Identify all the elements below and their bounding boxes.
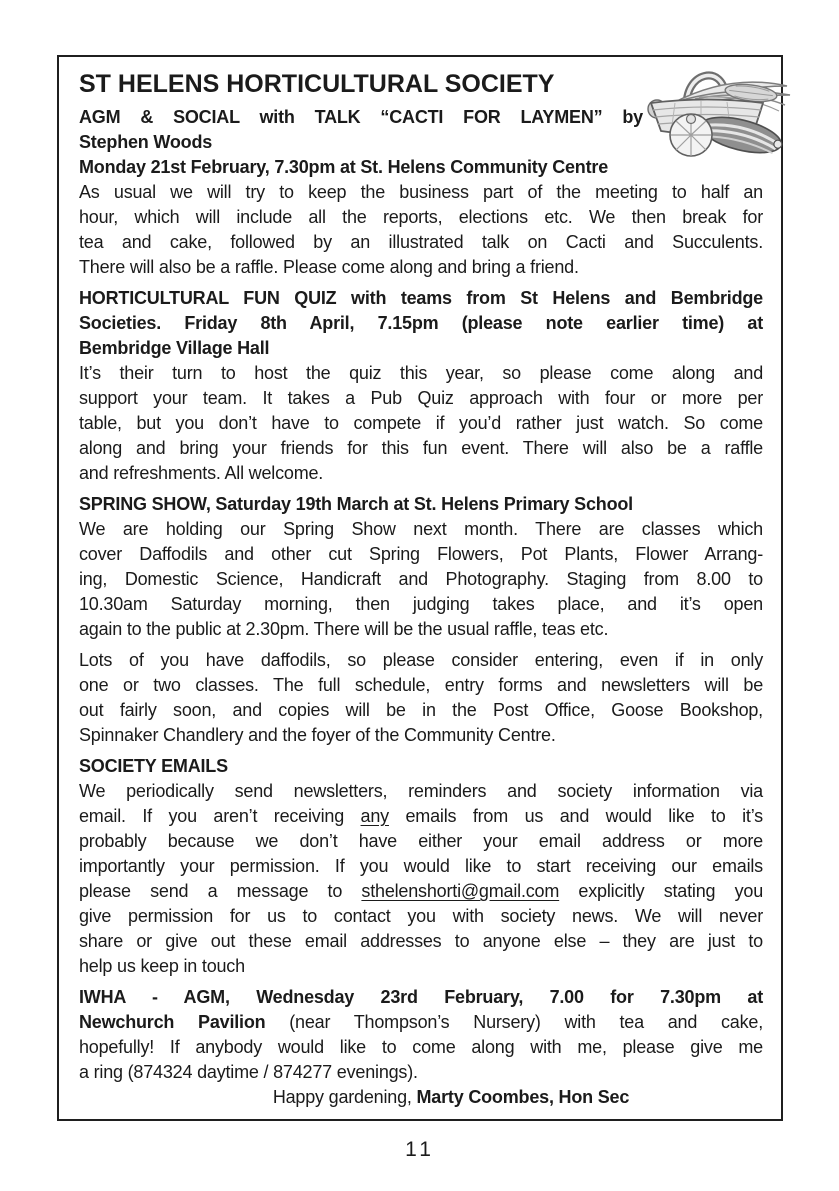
text-line	[79, 205, 763, 230]
text-line	[79, 954, 763, 979]
text-line	[79, 286, 763, 311]
text-run: support your team. It takes a Pub Quiz approach with four or more per	[79, 388, 763, 408]
text-line	[79, 542, 763, 567]
text-line	[79, 648, 763, 673]
text-line	[79, 492, 763, 517]
text-line	[79, 180, 763, 205]
text-line	[79, 230, 763, 255]
underlined-word: any	[360, 806, 389, 826]
text-run: We periodically send newsletters, reminders and society information via	[79, 781, 763, 801]
vegetable-basket-illustration	[635, 59, 797, 161]
bold-text: SOCIETY EMAILS	[79, 756, 228, 776]
text-run: It’s their turn to host the quiz this year, so please come along and	[79, 363, 763, 383]
section-spring-show	[79, 492, 763, 642]
section-horticultural-fun-quiz	[79, 286, 763, 486]
bold-text: Societies. Friday 8th April, 7.15pm (please note earlier time) at	[79, 313, 763, 333]
text-run: Lots of you have daffodils, so please consider entering, even if in only	[79, 650, 763, 670]
text-line	[79, 673, 763, 698]
bold-text: SPRING SHOW, Saturday 19th March at St. Helens Primary School	[79, 494, 633, 514]
section-spring-show-entries	[79, 648, 763, 748]
text-line	[79, 592, 763, 617]
text-line	[79, 904, 763, 929]
text-line	[79, 411, 763, 436]
text-run: one or two classes. The full schedule, entry forms and newsletters will be	[79, 675, 763, 695]
text-run: email. If you aren’t receiving	[79, 806, 361, 826]
text-run: again to the public at 2.30pm. There will be the usual raffle, teas etc.	[79, 619, 609, 639]
text-run: importantly your permission. If you would like to start receiving our emails	[79, 856, 763, 876]
text-run: tea and cake, followed by an illustrated talk on Cacti and Succulents.	[79, 232, 763, 252]
email-address: sthelenshorti@gmail.com	[361, 881, 560, 901]
text-line	[79, 617, 763, 642]
text-line	[79, 985, 763, 1010]
bold-text: Newchurch Pavilion	[79, 1012, 266, 1032]
text-run: table, but you don’t have to compete if you’d rather just watch. So come	[79, 413, 763, 433]
text-run: hour, which will include all the reports, elections etc. We then break for	[79, 207, 763, 227]
text-line	[79, 461, 763, 486]
text-run: out fairly soon, and copies will be in the Post Office, Goose Bookshop,	[79, 700, 763, 720]
article-title: ST HELENS HORTICULTURAL SOCIETY	[79, 70, 555, 98]
text-run: please send a message to	[79, 881, 362, 901]
text-line	[79, 311, 763, 336]
text-line	[79, 723, 763, 748]
text-run: There will also be a raffle. Please come along and bring a friend.	[79, 257, 579, 277]
text-run: a ring (874324 daytime / 874277 evenings).	[79, 1062, 418, 1082]
text-line	[79, 517, 763, 542]
text-run: give permission for us to contact you with society news. We will never	[79, 906, 763, 926]
text-run: ing, Domestic Science, Handicraft and Photography. Staging from 8.00 to	[79, 569, 763, 589]
text-run: Happy gardening,	[272, 1087, 417, 1107]
text-line	[79, 879, 763, 904]
bold-text: Bembridge Village Hall	[79, 338, 270, 358]
text-run: share or give out these email addresses to anyone else – they are just to	[79, 931, 763, 951]
text-run: 10.30am Saturday morning, then judging takes place, and it’s open	[79, 594, 763, 614]
text-line	[79, 1060, 763, 1085]
bold-text: Monday 21st February, 7.30pm at St. Helens Community Centre	[79, 157, 609, 177]
text-line	[79, 336, 763, 361]
text-line	[79, 105, 643, 130]
section-iwha-agm	[79, 985, 763, 1110]
text-line	[79, 829, 763, 854]
bold-text: Marty Coombes, Hon Sec	[416, 1087, 630, 1107]
text-line	[79, 698, 763, 723]
text-run: explicitly stating you	[559, 881, 764, 901]
text-run: Spinnaker Chandlery and the foyer of the Community Centre.	[79, 725, 556, 745]
bold-text: AGM & SOCIAL with TALK “CACTI FOR LAYMEN” by	[79, 107, 643, 127]
section-society-emails	[79, 754, 763, 979]
text-run: emails from us and would like to it’s	[388, 806, 763, 826]
text-line	[79, 1085, 763, 1110]
text-line	[79, 386, 763, 411]
text-line	[79, 754, 763, 779]
text-line	[79, 361, 763, 386]
text-line	[79, 567, 763, 592]
text-line	[79, 436, 763, 461]
text-line	[79, 255, 763, 280]
page-number: 11	[405, 1138, 435, 1161]
text-run: cover Daffodils and other cut Spring Flowers, Pot Plants, Flower Arrang-	[79, 544, 763, 564]
text-line	[79, 804, 763, 829]
text-run: help us keep in touch	[79, 956, 245, 976]
article-sections	[79, 105, 763, 1110]
bold-text: Stephen Woods	[79, 132, 213, 152]
text-run: (near Thompson’s Nursery) with tea and cake,	[265, 1012, 763, 1032]
bold-text: IWHA - AGM, Wednesday 23rd February, 7.00 for 7.30pm at	[79, 987, 763, 1007]
text-run: and refreshments. All welcome.	[79, 463, 324, 483]
article-box	[57, 55, 783, 1121]
text-run: We are holding our Spring Show next month. There are classes which	[79, 519, 763, 539]
text-line	[79, 929, 763, 954]
text-run: probably because we don’t have either your email address or more	[79, 831, 763, 851]
vegetable-basket-icon	[635, 59, 797, 161]
text-line	[79, 779, 763, 804]
bold-text: HORTICULTURAL FUN QUIZ with teams from St Helens and Bembridge	[79, 288, 763, 308]
text-line	[79, 1010, 763, 1035]
text-run: hopefully! If anybody would like to come along with me, please give me	[79, 1037, 763, 1057]
text-line	[79, 1035, 763, 1060]
text-run: along and bring your friends for this fun event. There will also be a raffle	[79, 438, 763, 458]
text-line	[79, 854, 763, 879]
text-run: As usual we will try to keep the business part of the meeting to half an	[79, 182, 763, 202]
